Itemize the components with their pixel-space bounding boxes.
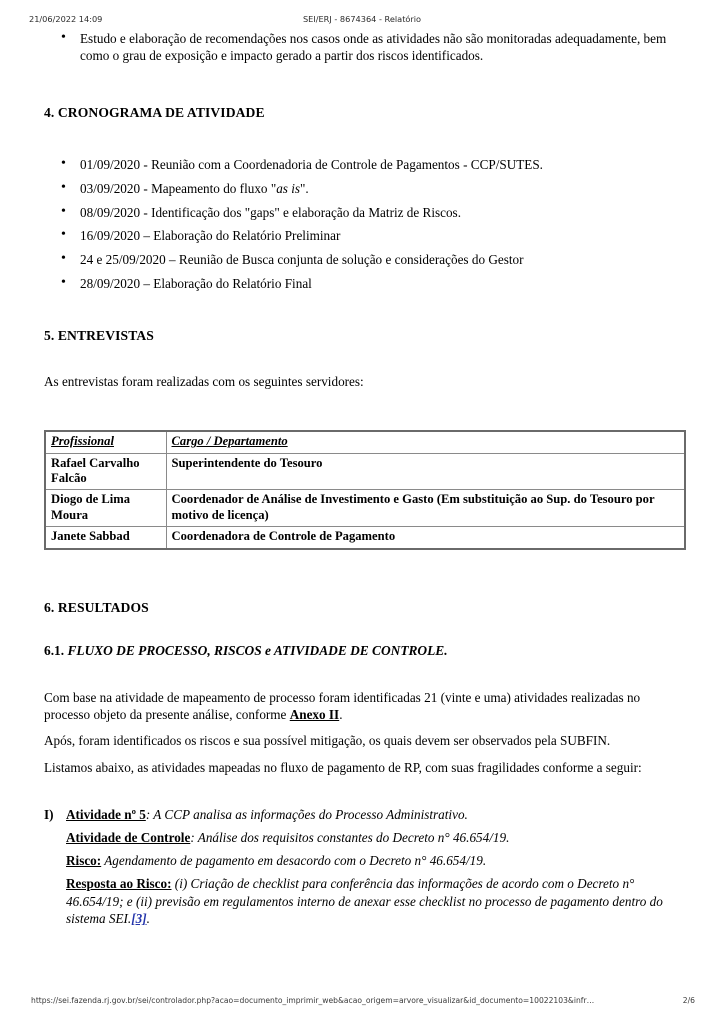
risco-text: Agendamento de pagamento em desacordo com o Decreto n° 46.654/19. xyxy=(101,853,487,869)
table-row xyxy=(45,453,685,490)
resposta-ao-risco-label: Resposta ao Risco: xyxy=(66,876,172,892)
document-content xyxy=(0,30,724,933)
list-item xyxy=(44,251,688,268)
interviews-table xyxy=(44,430,686,549)
heading-entrevistas: 5. ENTREVISTAS xyxy=(44,328,154,344)
list-item xyxy=(44,180,688,197)
resposta-ao-risco-tail: . xyxy=(146,910,150,926)
interviews-table-wrapper xyxy=(44,430,688,549)
column-header-label: Cargo / Departamento xyxy=(171,434,288,449)
cronograma-list xyxy=(44,156,688,291)
footer-page-number: 2/6 xyxy=(682,996,695,1005)
atividade-line-1 xyxy=(44,806,688,823)
page-footer xyxy=(0,996,724,1010)
subsection-title: FLUXO DE PROCESSO, RISCOS e ATIVIDADE DE CONTROLE. xyxy=(67,642,448,658)
column-header-profissional xyxy=(45,431,166,453)
cell-cargo: Coordenadora de Controle de Pagamento xyxy=(166,527,685,549)
resultados-paragraph-3: Listamos abaixo, as atividades mapeadas no fluxo de pagamento de RP, com suas fragilidades conforme a seguir: xyxy=(44,759,642,775)
table-header-row xyxy=(45,431,685,453)
list-item-pre: 01/09/2020 - Reunião com a Coordenadoria de Controle de Pagamentos - CCP/SUTES. xyxy=(80,157,543,173)
header-document-title: SEI/ERJ - 8674364 - Relatório xyxy=(302,14,422,24)
atividade-label: Atividade nº 5 xyxy=(66,806,146,822)
paragraph-text-b: . xyxy=(339,707,343,723)
atividade-controle-line xyxy=(44,829,688,846)
heading-fluxo-processo xyxy=(44,643,688,660)
column-header-label: Profissional xyxy=(51,434,114,449)
list-item-pre: 16/09/2020 – Elaboração do Relatório Preliminar xyxy=(80,228,341,244)
entrevistas-intro-text: As entrevistas foram realizadas com os seguintes servidores: xyxy=(44,374,364,390)
footer-url: https://sei.fazenda.rj.gov.br/sei/controlador.php?acao=documento_imprimir_web&acao_origem=arvore_visualizar&id_documento=10022103&infr… xyxy=(31,996,595,1005)
list-item: • Estudo e elaboração de recomendações nos casos onde as atividades não são monitoradas adequadamente, bem como o grau de exposição e impacto gerado a partir dos riscos identificados. xyxy=(44,30,688,64)
resposta-ao-risco-line xyxy=(44,875,688,926)
list-item-pre: 28/09/2020 – Elaboração do Relatório Final xyxy=(80,275,312,291)
list-item-pre: 03/09/2020 - Mapeamento do fluxo " xyxy=(80,180,277,196)
anexo-ii-link[interactable]: Anexo II xyxy=(289,707,340,723)
cell-profissional: Rafael Carvalho Falcão xyxy=(45,453,166,490)
list-item-em: as is xyxy=(276,180,301,196)
cell-profissional: Diogo de Lima Moura xyxy=(45,490,166,527)
list-item-post: ". xyxy=(300,180,309,196)
list-item xyxy=(44,156,688,173)
table-row xyxy=(45,527,685,549)
list-item-pre: 08/09/2020 - Identificação dos "gaps" e elaboração da Matriz de Riscos. xyxy=(80,204,461,220)
table-row xyxy=(45,490,685,527)
atividade-controle-label: Atividade de Controle xyxy=(66,830,191,846)
cell-cargo: Superintendente do Tesouro xyxy=(166,453,685,490)
paragraph-text-a: Com base na atividade de mapeamento de processo foram identificadas 21 (vinte e uma) atividades realizadas no processo objeto da presente análise, conforme xyxy=(44,690,641,723)
header-datetime: 21/06/2022 14:09 xyxy=(29,14,103,24)
page-header xyxy=(0,14,724,30)
risco-line xyxy=(44,852,688,869)
list-item xyxy=(44,204,688,221)
heading-resultados: 6. RESULTADOS xyxy=(44,599,149,615)
column-header-cargo xyxy=(166,431,685,453)
atividade-controle-text: : Análise dos requisitos constantes do Decreto n° 46.654/19. xyxy=(190,830,510,846)
cell-cargo: Coordenador de Análise de Investimento e Gasto (Em substituição ao Sup. do Tesouro por motivo de licença) xyxy=(166,490,685,527)
resultados-paragraph-2: Após, foram identificados os riscos e sua possível mitigação, os quais devem ser observados pela SUBFIN. xyxy=(44,732,611,748)
subsection-number: 6.1. xyxy=(44,642,65,658)
list-item xyxy=(44,227,688,244)
heading-cronograma: 4. CRONOGRAMA DE ATIVIDADE xyxy=(44,105,265,121)
resposta-ao-risco-text: (i) Criação de checklist para conferência das informações de acordo com o Decreto n° 46.654/19; e (ii) previsão em regulamentos interno de anexar esse checklist no processo de pagamento dentro do sistema SEI. xyxy=(66,876,663,926)
list-item-pre: 24 e 25/09/2020 – Reunião de Busca conjunta de solução e considerações do Gestor xyxy=(80,251,524,267)
list-item xyxy=(44,275,688,292)
resultados-paragraph-1 xyxy=(44,689,688,723)
risco-label: Risco: xyxy=(66,853,102,869)
cell-profissional: Janete Sabbad xyxy=(45,527,166,549)
atividade-text: : A CCP analisa as informações do Processo Administrativo. xyxy=(145,806,468,822)
item-roman-numeral: I) xyxy=(44,806,54,822)
atividade-item-I xyxy=(44,806,688,927)
intro-bullet-list xyxy=(44,30,688,64)
footnote-3-link[interactable]: [3] xyxy=(131,910,147,926)
